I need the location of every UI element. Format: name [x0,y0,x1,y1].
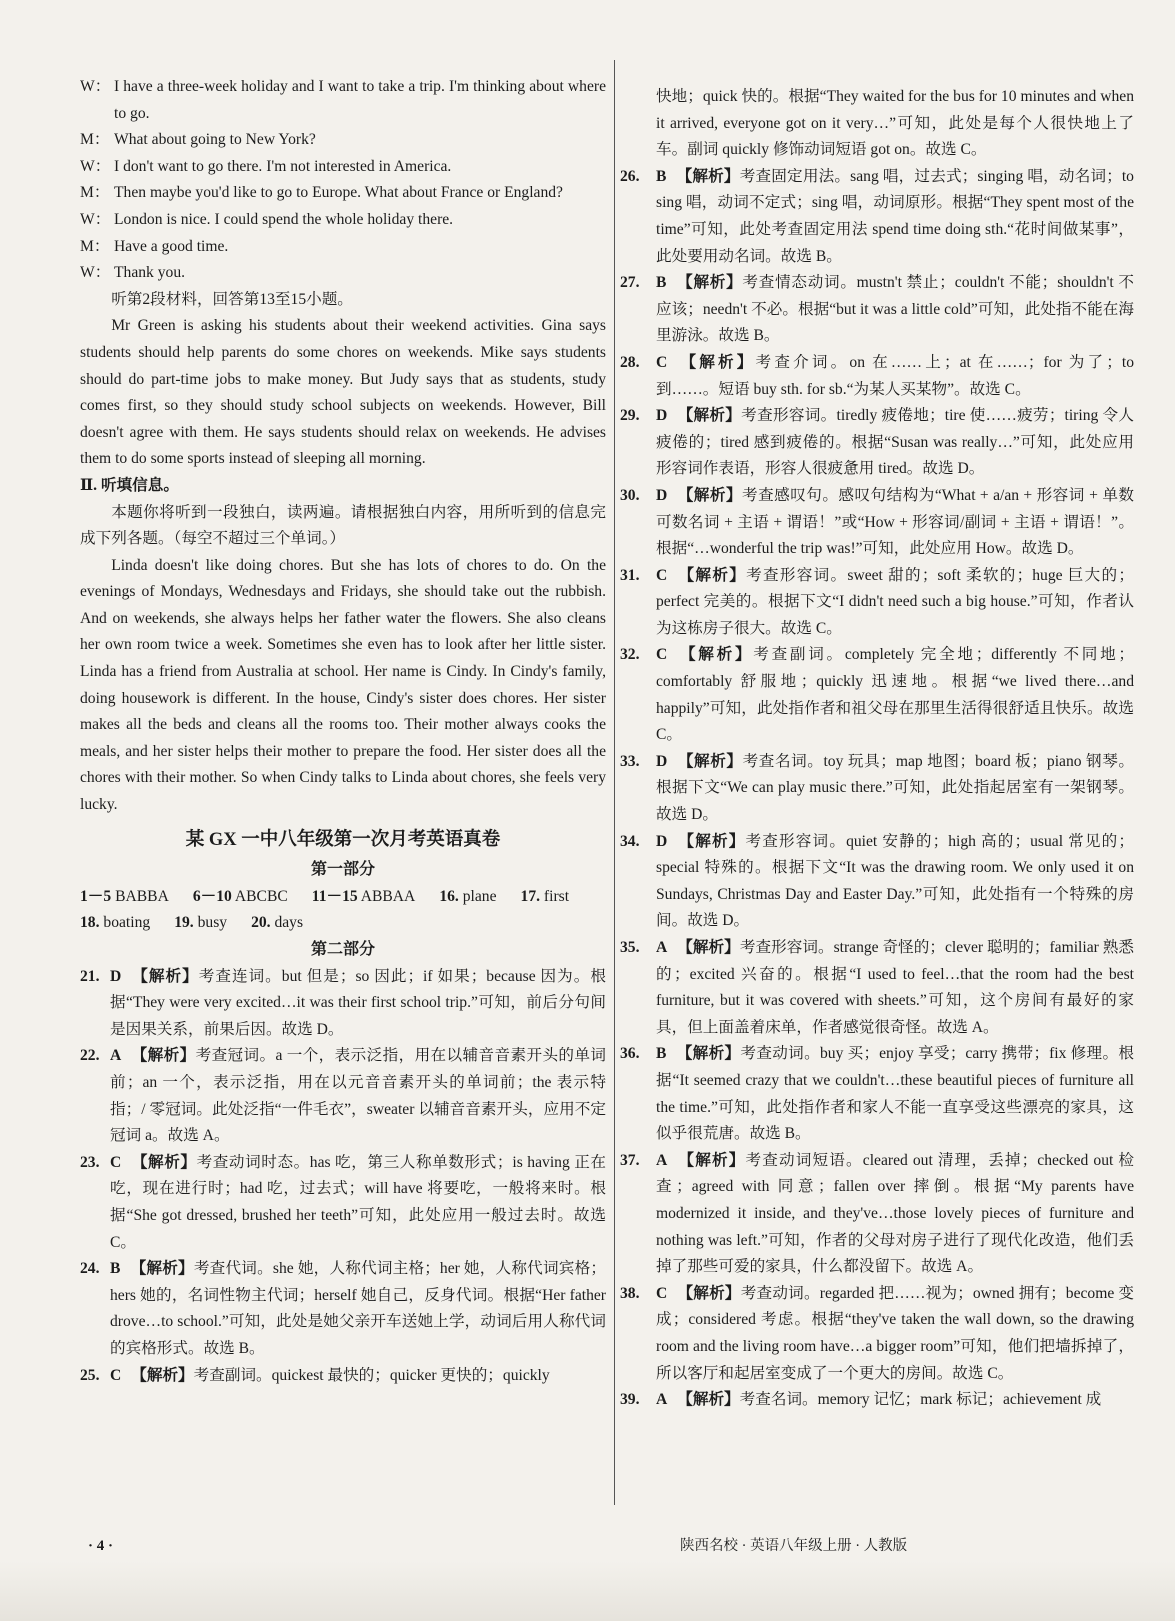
answer-value: ABBAA [360,887,416,905]
item-body [656,164,1134,270]
answer-number: 18. [80,914,100,932]
item-number: 30. [620,486,640,504]
item-number: 26. [620,167,640,185]
item-body [110,1256,606,1362]
item-number: 32. [620,646,640,664]
speaker: M： [80,131,110,149]
analysis-label: 【解析】 [677,646,754,664]
answer-value: days [274,914,304,932]
item-answer: A [110,1047,122,1065]
explanation-item [620,350,1134,403]
line-text: Have a good time. [114,237,229,255]
answer-entry [174,914,239,931]
explanation-item [620,1281,1134,1387]
item-number: 33. [620,752,640,770]
left-items [80,964,606,1390]
item-answer: C [656,566,668,584]
part2-heading: Ⅱ. 听填信息。 [80,476,179,494]
item-answer: B [656,274,667,292]
line-text: Then maybe you'd like to go to Europe. What about France or England? [114,184,563,202]
answer-number: 20. [251,914,271,932]
line-text: I don't want to go there. I'm not interested in America. [114,157,452,175]
item-body [656,1387,1134,1414]
answer-value: busy [197,914,228,932]
speaker: W： [80,210,111,228]
item-answer: B [656,167,667,185]
explanation-item [80,1150,606,1256]
dialogue-line [80,74,606,127]
item-25-continuation: 快地；quick 快的。根据“They waited for the bus for 10 minutes and when it arrived, everyone got on it very…”可知，此处是每个人很快地上了车。副词 quickly 修饰动词短语 got on。故选 C。 [656,88,1134,159]
item-body [656,642,1134,748]
item-number: 21. [80,967,100,985]
dialogue-line [80,260,606,287]
item-number: 25. [80,1366,100,1384]
explanation-item [620,270,1134,350]
item-body [656,403,1134,483]
item-answer: D [656,752,668,770]
item-answer: D [656,832,668,850]
item-number: 27. [620,274,640,292]
analysis-text: 考查动词时态。has 吃，第三人称单数形式；is having 正在吃，现在进行时；had 吃，过去式；will have 将要吃，一般将来时。根据“She got dressed, brushed her teeth”可知，此处应用一般过去时。故选 C。 [110,1153,606,1251]
analysis-text: 考查感叹句。感叹句结构为“What + a/an + 形容词 + 单数可数名词 + 主语 + 谓语！”或“How + 形容词/副词 + 主语 + 谓语！”。根据“…wonderful the trip was!”可知，此处应用 How。故选 D。 [656,486,1134,558]
item-answer: A [656,1391,668,1409]
answer-number: 1－5 [80,887,112,905]
item-answer: D [656,407,668,425]
answer-value: first [543,887,570,905]
item-answer: D [656,486,668,504]
left-column [80,74,606,1389]
item-answer: C [110,1153,122,1171]
answer-number: 17. [520,887,541,905]
line-text: London is nice. I could spend the whole holiday there. [114,210,454,228]
item-body [656,1041,1134,1147]
explanation-item [620,749,1134,829]
analysis-text: 考查固定用法。sang 唱，过去式；singing 唱，动名词；to sing 唱，动词不定式；sing 唱，动词原形。根据“They spent most of the time”可知，此处考查固定用法 spend time doing sth.“花时间做某事”，此处要用动名词。故选 B。 [656,167,1134,265]
line-text: Thank you. [114,264,186,282]
explanation-item [80,1043,606,1149]
answer-value: plane [462,887,497,905]
dialogue-line [80,154,606,181]
analysis-text: 考查形容词。strange 奇怪的；clever 聪明的；familiar 熟悉的；excited 兴奋的。根据“I used to feel…that the room had the best furniture, but it was covered with sheets.”可知，这个房间有最好的家具，但上面盖着床单，作者感觉很奇怪。故选 A。 [656,939,1134,1036]
item-number: 34. [620,832,640,850]
item-answer: C [656,353,668,371]
analysis-label: 【解析】 [131,1047,196,1065]
item-number: 28. [620,353,640,371]
part-two-heading: 第二部分 [310,941,375,958]
answer-entry [439,888,508,905]
analysis-text: 考查代词。she 她，人称代词主格；her 她，人称代词宾格；hers 她的，名词性物主代词；herself 她自己，反身代词。根据“Her father drove…to school.”可知，此处是她父亲开车送她上学，动词后用人称代词的宾格形式。故选 B。 [110,1260,606,1357]
section-intro: 听第2段材料，回答第13至15小题。 [111,290,353,308]
monologue: Linda doesn't like doing chores. But she has lots of chores to do. On the evenings of Mondays, Wednesdays and Fridays, she should take out the rubbish. And on weekends, she always helps her father water the flowers. She also cleans her own room twice a week. Sometimes she even has to look after her little sister. Linda has a friend from Australia at school. Her name is Cindy. In Cindy's family, doing housework is different. In the house, Cindy's sister does chores. Her sister makes all the beds and cleans all the rooms too. Their mother always cooks the meals, and her sister helps their mother to prepare the food. Her sister does all the chores with their mother. So when Cindy talks to Linda about chores, she feels very lucky. [80,556,606,814]
item-body [656,270,1134,350]
speaker: M： [80,184,110,202]
analysis-label: 【解析】 [677,752,743,770]
item-body [656,749,1134,829]
item-number: 29. [620,407,640,425]
explanation-item [620,1387,1134,1414]
item-body [110,1363,606,1390]
item-body [656,350,1134,403]
answer-number: 6－10 [192,887,232,905]
item-number: 22. [80,1047,100,1065]
answer-key-line-1 [80,884,606,911]
analysis-text: 考查情态动词。mustn't 禁止；couldn't 不能；shouldn't 不应该；needn't 不必。根据“but it was a little cold”可知，此处指不能在海里游泳。故选 B。 [656,274,1134,345]
part2-instructions: 本题你将听到一段独白，读两遍。请根据独白内容，用所听到的信息完成下列各题。（每空不超过三个单词。） [80,503,606,548]
analysis-label: 【解析】 [131,967,199,985]
explanation-item [80,1256,606,1362]
item-answer: C [656,1284,668,1302]
analysis-text: 考查动词短语。cleared out 清理，丢掉；checked out 检查；agreed with 同意；fallen over 摔倒。根据“My parents have modernized it inside, and they've…those lovely pieces of furniture and nothing was left.”可知，作者的父母对房子进行了现代化改造，他们丢掉了那些可爱的家具，什么都没留下。故选 A。 [656,1151,1134,1276]
item-number: 36. [620,1045,640,1063]
item-body [110,1043,606,1149]
answer-value: ABCBC [234,887,288,905]
answer-number: 19. [174,914,194,932]
explanation-item [620,1041,1134,1147]
analysis-text: 考查形容词。sweet 甜的；soft 柔软的；huge 巨大的；perfect 完美的。根据下文“I didn't need such a big house.”可知，作者认为这栋房子很大。故选 C。 [656,566,1134,637]
analysis-label: 【解析】 [676,274,743,292]
answer-entry [80,888,181,905]
answer-number: 16. [439,887,459,905]
item-number: 31. [620,566,640,584]
analysis-text: 考查冠词。a 一个，表示泛指，用在以辅音音素开头的单词前；an 一个，表示泛指，用在以元音音素开头的单词前；the 表示特指；/ 零冠词。此处泛指“一件毛衣”，sweater 以辅音音素开头，应用不定冠词 a。故选 A。 [110,1047,606,1145]
item-number: 24. [80,1260,100,1278]
item-answer: A [656,939,668,956]
explanation-item [620,935,1134,1041]
analysis-text: 考查形容词。tiredly 疲倦地；tire 使……疲劳；tiring 令人疲倦的；tired 感到疲倦的。根据“Susan was really…”可知，此处应用形容词作表语，形容人很疲惫用 tired。故选 D。 [656,407,1134,478]
analysis-label: 【解析】 [677,566,747,584]
explanation-item [80,1363,606,1390]
item-body [110,1150,606,1256]
analysis-label: 【解析】 [677,939,740,956]
dialogue-line [80,180,606,207]
analysis-text: 考查连词。but 但是；so 因此；if 如果；because 因为。根据“They were very excited…it was their first school trip.”可知，前后分句间是因果关系，前果后因。故选 D。 [110,967,606,1038]
analysis-label: 【解析】 [130,1260,194,1278]
line-text: What about going to New York? [114,131,316,149]
dialogue-line [80,127,606,154]
analysis-text: 考查名词。toy 玩具；map 地图；board 板；piano 钢琴。根据下文“We can play music there.”可知，此处指起居室有一架钢琴。故选 D。 [656,752,1134,824]
analysis-label: 【解析】 [677,832,746,850]
item-body [656,935,1134,1041]
answer-entry [251,914,315,931]
analysis-text: 考查介词。on 在……上；at 在……；for 为了；to 到……。短语 buy sth. for sb.“为某人买某物”。故选 C。 [656,353,1134,398]
answer-value: boating [103,914,151,932]
dialogue-line [80,207,606,234]
analysis-text: 考查副词。quickest 最快的；quicker 更快的；quickly [193,1366,550,1384]
explanation-item [620,483,1134,563]
answer-number: 11－15 [311,887,358,905]
analysis-label: 【解析】 [676,167,740,185]
right-column [620,84,1134,1414]
item-body [656,829,1134,935]
item-answer: C [110,1366,122,1384]
explanation-item [620,1148,1134,1281]
item-body [110,964,606,1044]
analysis-text: 考查形容词。quiet 安静的；high 高的；usual 常见的；special 特殊的。根据下文“It was the drawing room. We only used it on Sundays, Christmas Day and Easter Day.”可知，此处指有一个特殊的房间。故选 D。 [656,832,1134,930]
analysis-text: 考查动词。regarded 把……视为；owned 拥有；become 变成；considered 考虑。根据“they've taken the wall down, so the drawing room and the living room have…a bigger room”可知，他们把墙拆掉了，所以客厅和起居室变成了一个更大的房间。故选 C。 [656,1284,1134,1382]
analysis-label: 【解析】 [677,407,742,425]
footer-title: 陕西名校 · 英语八年级上册 · 人教版 [680,1538,908,1554]
analysis-label: 【解析】 [131,1366,194,1384]
dialogue-line [80,234,606,261]
item-answer: B [656,1045,667,1063]
item-number: 38. [620,1284,640,1302]
answer-entry [521,888,582,905]
analysis-label: 【解析】 [677,1391,740,1409]
column-divider [614,60,615,1505]
analysis-label: 【解析】 [677,1151,746,1169]
analysis-text: 考查副词。completely 完全地；differently 不同地；comfortably 舒服地；quickly 迅速地。根据“we lived there…and happily”可知，此处指作者和祖父母在那里生活得很舒适且快乐。故选 C。 [656,646,1134,744]
speaker: M： [80,237,110,255]
item-body [656,483,1134,563]
item-body [656,563,1134,643]
scan-edge-shadow [0,1561,1175,1621]
explanation-item [80,964,606,1044]
answer-entry [80,914,162,931]
answer-entry [193,888,300,905]
analysis-label: 【解析】 [677,486,743,504]
analysis-label: 【解析】 [131,1153,197,1171]
analysis-text: 考查动词。buy 买；enjoy 享受；carry 携带；fix 修理。根据“It seemed crazy that we couldn't…these beautiful pieces of furniture all the time.”可知，此处指作者和家人不能一直享受这些漂亮的家具，这似乎很荒唐。故选 B。 [656,1045,1134,1143]
answer-key-line-2 [80,910,606,937]
speaker: W： [80,264,111,282]
exam-title: 某 GX 一中八年级第一次月考英语真卷 [185,829,501,850]
explanation-item [620,642,1134,748]
explanation-item [620,829,1134,935]
explanation-item [620,164,1134,270]
analysis-text: 考查名词。memory 记忆；mark 标记；achievement 成 [739,1391,1102,1409]
item-number: 39. [620,1391,640,1409]
item-answer: C [656,646,668,664]
item-answer: D [110,967,122,985]
analysis-label: 【解析】 [677,353,756,371]
analysis-label: 【解析】 [677,1284,741,1302]
explanation-item [620,403,1134,483]
item-answer: B [110,1260,121,1278]
item-body [656,1281,1134,1387]
dialogue [80,74,606,287]
part-one-heading: 第一部分 [310,861,375,879]
item-number: 37. [620,1151,640,1169]
passage-2: Mr Green is asking his students about their weekend activities. Gina says students should help parents do some chores on weekends. Mike says students should do part-time jobs to make money. But Judy says that as students, study comes first, so they should study school subjects on weekends. However, Bill doesn't agree with them. He says students should relax on weekends. He advises them to do some sports instead of sleeping all morning. [80,317,606,468]
item-number: 23. [80,1153,100,1171]
page-number: · 4 · [88,1538,114,1554]
line-text: I have a three-week holiday and I want to take a trip. I'm thinking about where to go. [114,78,606,122]
speaker: W： [80,78,111,95]
answer-value: BABBA [115,887,169,905]
speaker: W： [80,157,111,175]
item-answer: A [656,1151,668,1169]
item-body [656,1148,1134,1281]
analysis-label: 【解析】 [676,1045,741,1063]
item-number: 35. [620,939,640,956]
answer-entry [312,888,428,905]
right-items [620,164,1134,1414]
explanation-item [620,563,1134,643]
